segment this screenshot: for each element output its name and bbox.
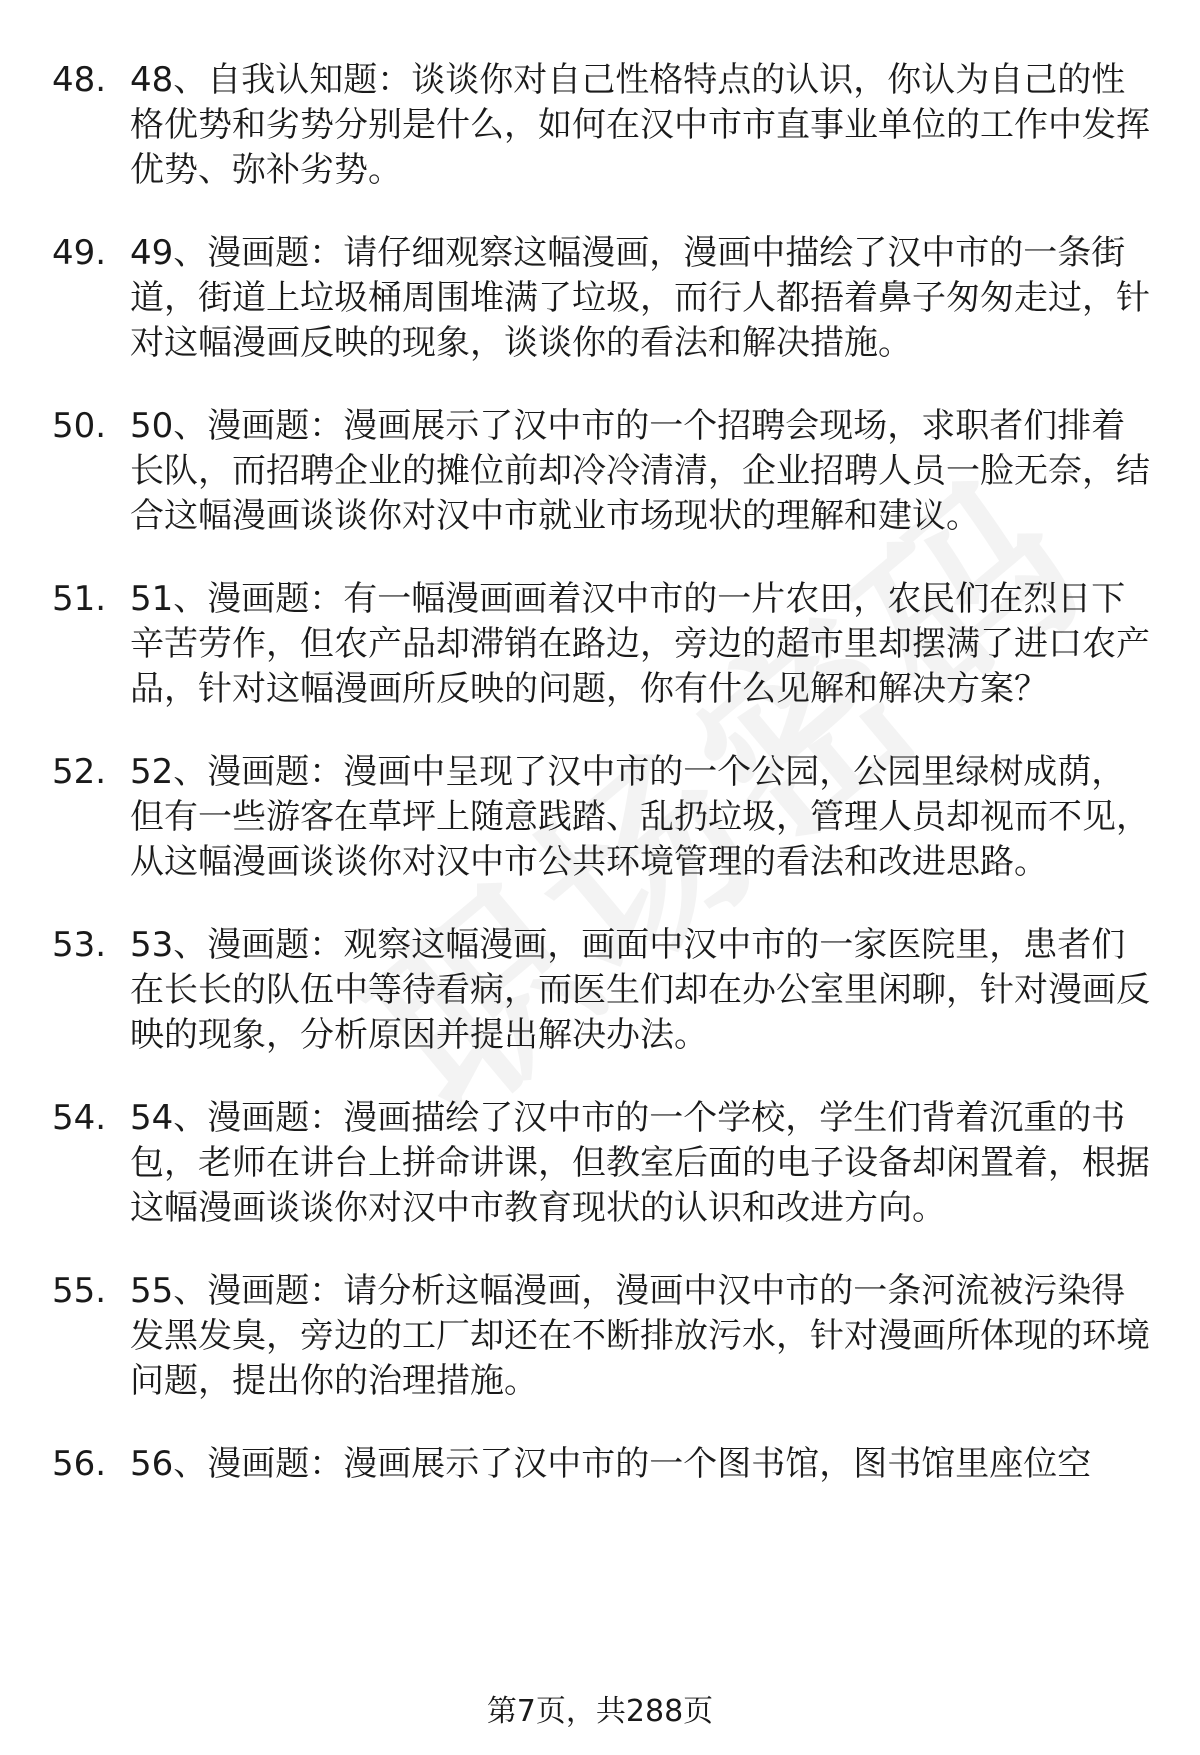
item-text: 48、自我认知题：谈谈你对自己性格特点的认识，你认为自己的性格优势和劣势分别是什么，如何在汉中市市直事业单位的工作中发挥优势、弥补劣势。 <box>130 60 1150 190</box>
item-text: 49、漫画题：请仔细观察这幅漫画，漫画中描绘了汉中市的一条街道，街道上垃圾桶周围堆满了垃圾，而行人都捂着鼻子匆匆走过，针对这幅漫画反映的现象，谈谈你的看法和解决措施。 <box>130 233 1150 363</box>
item-number: 53. <box>52 925 107 965</box>
item-number: 51. <box>52 579 107 619</box>
list-item <box>0 1096 1200 1231</box>
item-number: 56. <box>52 1444 107 1484</box>
list-item <box>0 750 1200 885</box>
question-list <box>0 58 1200 1525</box>
list-item <box>0 1269 1200 1404</box>
list-item <box>0 1442 1200 1487</box>
item-number: 49. <box>52 233 107 273</box>
item-number: 54. <box>52 1098 107 1138</box>
item-number: 48. <box>52 60 107 100</box>
item-text: 53、漫画题：观察这幅漫画，画面中汉中市的一家医院里，患者们在长长的队伍中等待看病，而医生们却在办公室里闲聊，针对漫画反映的现象，分析原因并提出解决办法。 <box>130 925 1150 1055</box>
list-item <box>0 404 1200 539</box>
item-number: 50. <box>52 406 107 446</box>
list-item <box>0 231 1200 366</box>
item-number: 55. <box>52 1271 107 1311</box>
list-item <box>0 58 1200 193</box>
item-text: 52、漫画题：漫画中呈现了汉中市的一个公园，公园里绿树成荫，但有一些游客在草坪上随意践踏、乱扔垃圾，管理人员却视而不见，从这幅漫画谈谈你对汉中市公共环境管理的看法和改进思路。 <box>130 752 1150 882</box>
page-number-footer: 第7页，共288页 <box>486 1694 714 1729</box>
item-text: 55、漫画题：请分析这幅漫画，漫画中汉中市的一条河流被污染得发黑发臭，旁边的工厂却还在不断排放污水，针对漫画所体现的环境问题，提出你的治理措施。 <box>130 1271 1150 1401</box>
item-text: 54、漫画题：漫画描绘了汉中市的一个学校，学生们背着沉重的书包，老师在讲台上拼命讲课，但教室后面的电子设备却闲置着，根据这幅漫画谈谈你对汉中市教育现状的认识和改进方向。 <box>130 1098 1150 1228</box>
item-text: 51、漫画题：有一幅漫画画着汉中市的一片农田，农民们在烈日下辛苦劳作，但农产品却滞销在路边，旁边的超市里却摆满了进口农产品，针对这幅漫画所反映的问题，你有什么见解和解决方案？ <box>130 579 1150 709</box>
list-item <box>0 923 1200 1058</box>
item-text: 50、漫画题：漫画展示了汉中市的一个招聘会现场，求职者们排着长队，而招聘企业的摊位前却冷冷清清，企业招聘人员一脸无奈，结合这幅漫画谈谈你对汉中市就业市场现状的理解和建议。 <box>130 406 1150 536</box>
item-number: 52. <box>52 752 107 792</box>
item-text: 56、漫画题：漫画展示了汉中市的一个图书馆，图书馆里座位空 <box>130 1444 1092 1484</box>
list-item <box>0 577 1200 712</box>
